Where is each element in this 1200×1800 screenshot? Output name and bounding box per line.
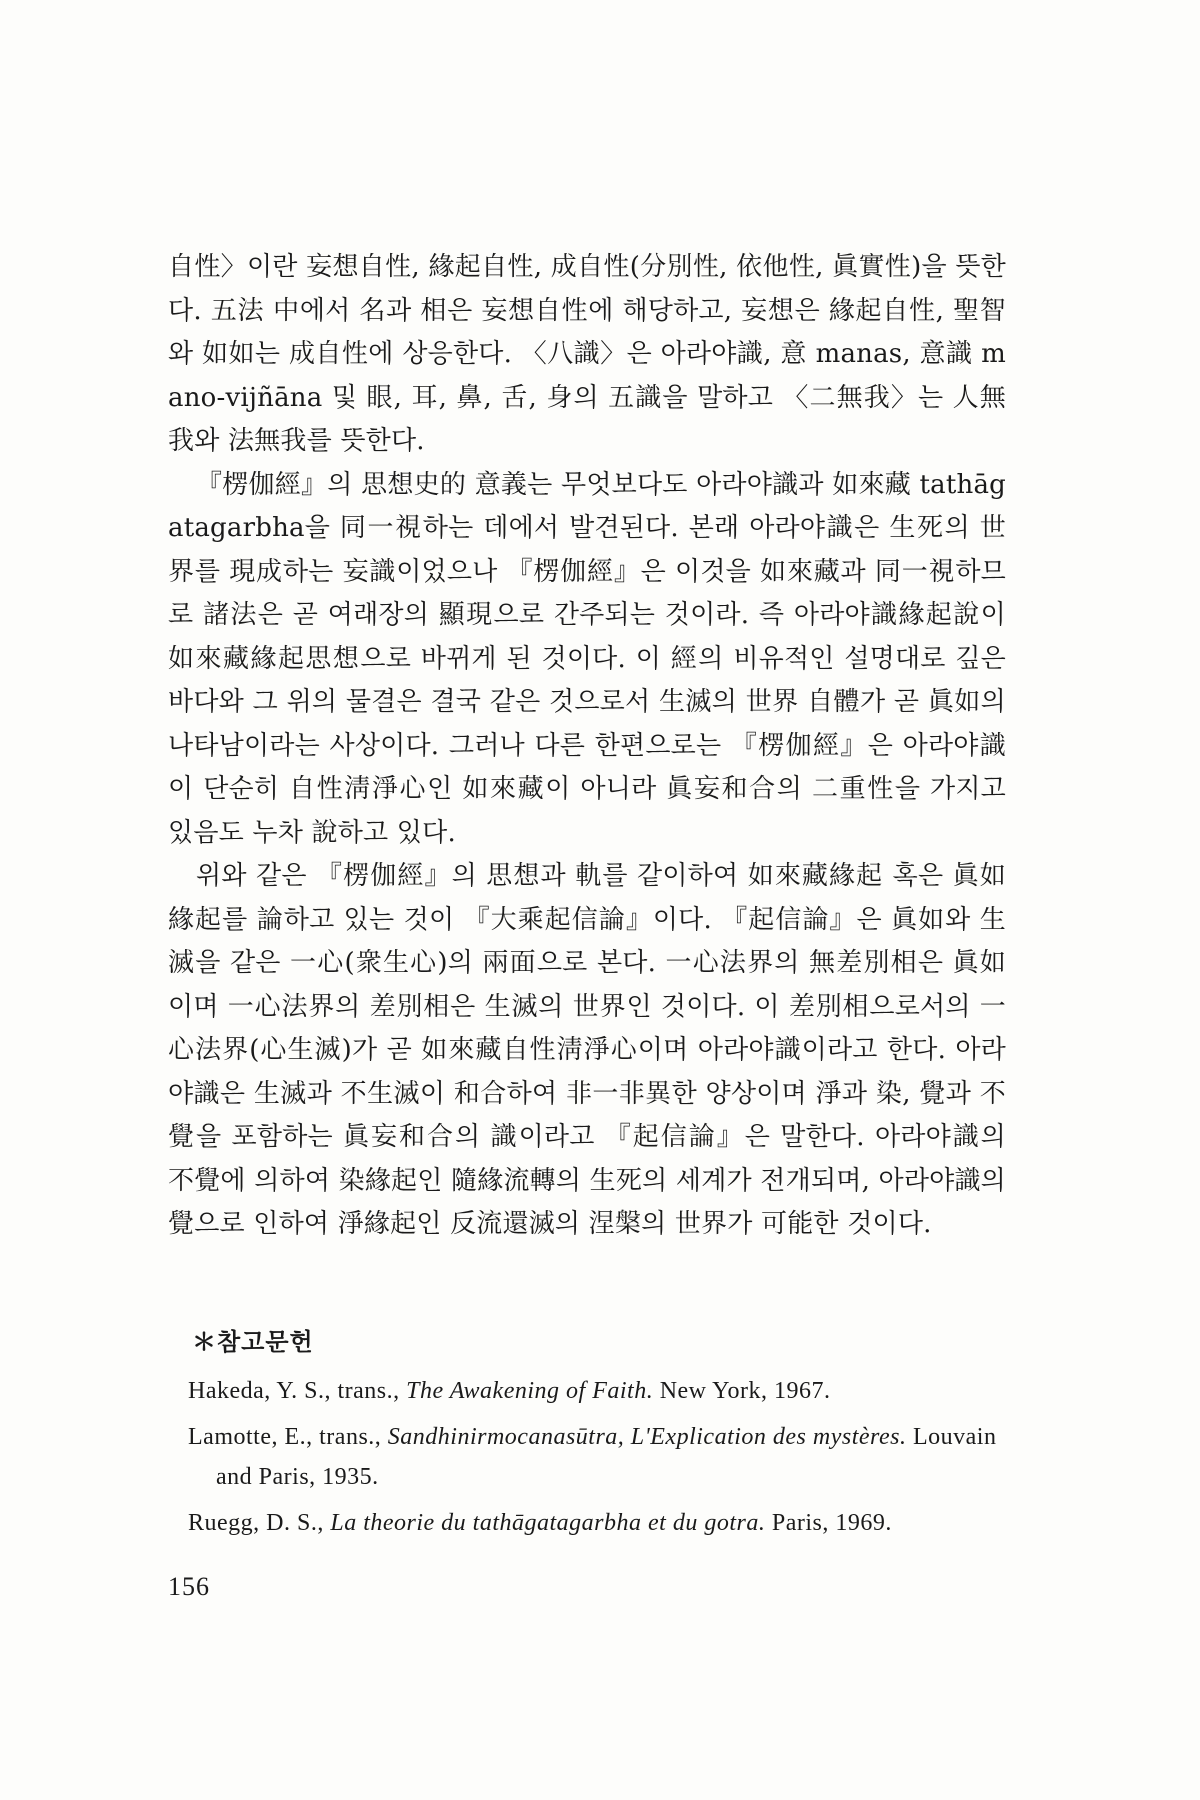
reference-item bbox=[188, 1503, 1008, 1543]
reference-publication: New York, 1967. bbox=[653, 1378, 831, 1404]
paragraph-3: 위와 같은 『楞伽經』의 思想과 軌를 같이하여 如來藏緣起 혹은 眞如緣起를 論하고 있는 것이 『大乘起信論』이다. 『起信論』은 眞如와 生滅을 같은 一心(衆生心)의 兩面으로 본다. 一心法界의 無差別相은 眞如이며 一心法界의 差別相은 生滅의 世界인 것이다. 이 差別相으로서의 一心法界(心生滅)가 곧 如來藏自性淸淨心이며 아라야識이라고 한다. 아라야識은 生滅과 不生滅이 和合하여 非一非異한 양상이며 淨과 染, 覺과 不覺을 포함하는 眞妄和合의 識이라고 『起信論』은 말한다. 아라야識의 不覺에 의하여 染緣起인 隨緣流轉의 生死의 세계가 전개되며, 아라야識의 覺으로 인하여 淨緣起인 反流還滅의 涅槃의 世界가 可能한 것이다. bbox=[168, 861, 1006, 1239]
references-heading: ＊참고문헌 bbox=[192, 1328, 314, 1356]
reference-item bbox=[188, 1371, 1008, 1411]
body-text bbox=[168, 246, 1006, 1247]
reference-title: The Awakening of Faith. bbox=[406, 1378, 654, 1404]
paragraph-1: 自性〉이란 妄想自性, 緣起自性, 成自性(分別性, 依他性, 眞實性)을 뜻한다. 五法 中에서 名과 相은 妄想自性에 해당하고, 妄想은 緣起自性, 聖智와 如如는 成自性에 상응한다. 〈八識〉은 아라야識, 意 manas, 意識 mano-vijñāna 및 眼, 耳, 鼻, 舌, 身의 五識을 말하고 〈二無我〉는 人無我와 法無我를 뜻한다. bbox=[168, 252, 1006, 456]
page-number: 156 bbox=[168, 1572, 210, 1601]
reference-title: La theorie du tathāgatagarbha et du gotra. bbox=[330, 1510, 766, 1536]
reference-author: Hakeda, Y. S., trans., bbox=[188, 1378, 407, 1404]
reference-publication: Louvain and Paris, 1935. bbox=[216, 1424, 997, 1490]
reference-author: Ruegg, D. S., bbox=[188, 1510, 331, 1536]
reference-title: Sandhinirmocanasūtra, L'Explication des mystères. bbox=[387, 1424, 907, 1450]
reference-publication: Paris, 1969. bbox=[765, 1510, 892, 1536]
references-section bbox=[188, 1322, 1008, 1549]
reference-item bbox=[188, 1417, 1008, 1497]
paragraph-2: 『楞伽經』의 思想史的 意義는 무엇보다도 아라야識과 如來藏 tathāgatagarbha을 同一視하는 데에서 발견된다. 본래 아라야識은 生死의 世界를 現成하는 妄識이었으나 『楞伽經』은 이것을 如來藏과 同一視하므로 諸法은 곧 여래장의 顯現으로 간주되는 것이라. 즉 아라야識緣起說이 如來藏緣起思想으로 바뀌게 된 것이다. 이 經의 비유적인 설명대로 깊은 바다와 그 위의 물결은 결국 같은 것으로서 生滅의 世界 自體가 곧 眞如의 나타남이라는 사상이다. 그러나 다른 한편으로는 『楞伽經』은 아라야識이 단순히 自性淸淨心인 如來藏이 아니라 眞妄和合의 二重性을 가지고 있음도 누차 說하고 있다. bbox=[168, 469, 1006, 848]
reference-author: Lamotte, E., trans., bbox=[188, 1424, 388, 1450]
